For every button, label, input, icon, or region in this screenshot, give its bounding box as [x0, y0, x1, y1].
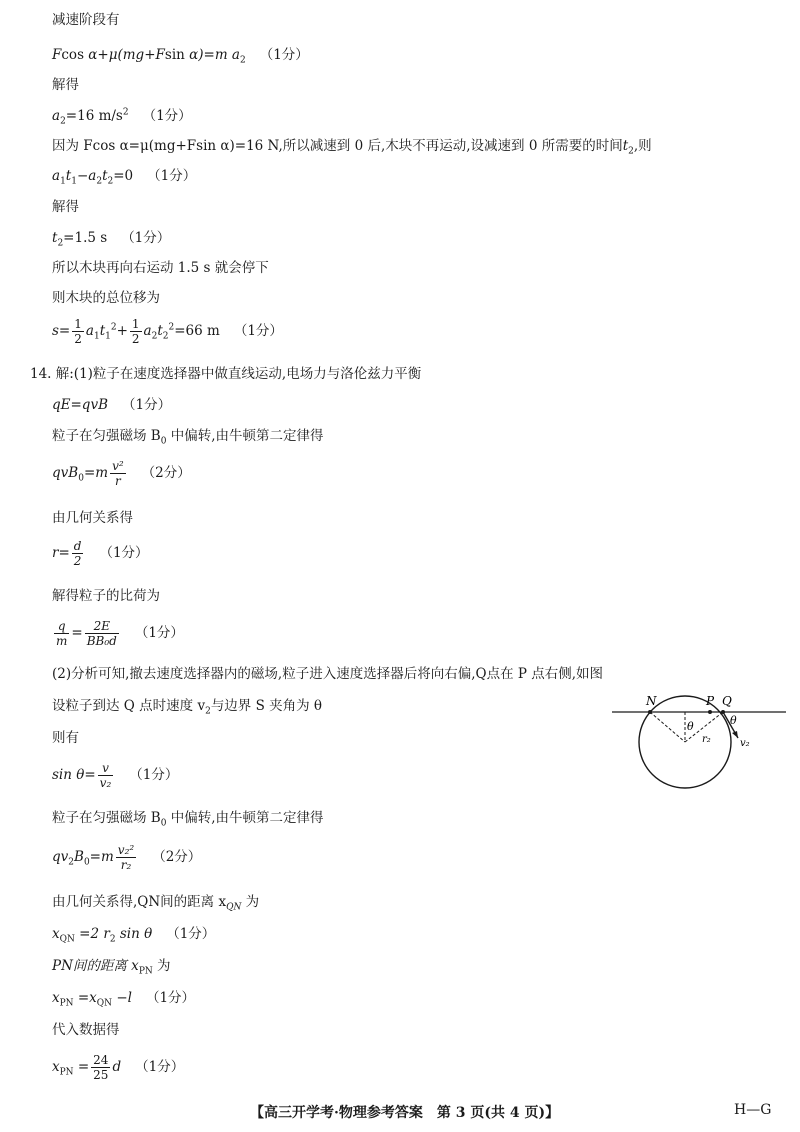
fraction: $\frac{v}{\text{v₂}}$ [99, 761, 112, 790]
text-line: 设粒子到达 Q 点时速度 $v_2$与边界 S 夹角为 θ [52, 698, 323, 717]
label-P: P [706, 694, 715, 708]
text-line: 解得 [52, 77, 79, 93]
equation-line: r= $\frac{d}{2}$ （1分） [52, 539, 149, 568]
equation-line: $x_{PN} =x_{QN} -l$ （1分） [52, 990, 196, 1009]
point-P [708, 710, 712, 714]
label-theta: θ [687, 720, 694, 733]
equation-line: $qv_2B_0=m$ $\frac{\text{v₂²}}{\text{r₂}}$ （2分） [52, 843, 202, 872]
equation-line: s= $\frac{1}{2}$ $a_1t_1^2+$ $\frac{1}{2}$ $a_2t_2^2=66$ m （1分） [52, 317, 283, 346]
equation-line: $a_2=16$ $m/s^2$ （1分） [52, 107, 192, 127]
label-v2: v₂ [740, 738, 750, 749]
text-line: 由几何关系得,QN间的距离 $x_{QN}$ 为 [52, 894, 260, 913]
label-Q: Q [722, 694, 732, 708]
fraction: $\frac{2E}{\text{BB₀d}}$ [86, 619, 117, 648]
text-line: 粒子在匀强磁场 $B_0$ 中偏转,由牛顿第二定律得 [52, 810, 324, 829]
text-line: 代入数据得 [52, 1022, 120, 1038]
fraction: $\frac{q}{m}$ [56, 619, 68, 648]
equation-line: qvB$_0$=m $\frac{\text{v²}}{r}$ （2分） [52, 459, 191, 488]
label-N: N [646, 694, 657, 708]
text-line: 解得 [52, 199, 79, 215]
equation-line: $t_2=1.5$ s （1分） [52, 230, 171, 249]
equation-line: $x_{PN}$ = $\frac{24}{25}$ d （1分） [52, 1053, 185, 1082]
text-line: 则有 [52, 730, 79, 746]
fraction: $\frac{1}{2}$ [74, 317, 82, 346]
footer-title: 【高三开学考·物理参考答案 第 3 页(共 4 页)】 [250, 1105, 560, 1121]
footer-code: H—G [734, 1102, 772, 1118]
radius-N [650, 712, 685, 742]
equation-line: $\frac{q}{m}$ = $\frac{2E}{\text{BB₀d}}$ （1分） [56, 619, 184, 648]
text-line: 所以木块再向右运动 1.5 s 就会停下 [52, 260, 269, 276]
label-r2: r₂ [702, 734, 711, 745]
equation-line: qE=qvB （1分） [52, 397, 172, 413]
label-theta: θ [730, 714, 737, 727]
text-line: 减速阶段有 [52, 12, 120, 28]
fraction: $\frac{d}{2}$ [73, 539, 82, 568]
fraction: $\frac{\text{v₂²}}{\text{r₂}}$ [117, 843, 135, 872]
text-line: 因为 Fcos α=μ(mg+Fsin α)=16 N,所以减速到 0 后,木块不再运动,设减速到 0 所需要的时间$t_2$,则 [52, 138, 652, 157]
text-line: 粒子在匀强磁场 $B_0$ 中偏转,由牛顿第二定律得 [52, 428, 324, 447]
equation-line: Fcos α+μ(mg+Fsin α)=m $a_2$ （1分） [52, 47, 309, 66]
text-line: 则木块的总位移为 [52, 290, 160, 306]
equation-line: $a_1t_1-a_2t_2=0$ （1分） [52, 168, 197, 187]
fraction: $\frac{24}{25}$ [93, 1053, 109, 1082]
text-line: 由几何关系得 [52, 510, 133, 526]
text-line: PN间的距离 $x_{PN}$ 为 [52, 958, 171, 977]
fraction: $\frac{1}{2}$ [131, 317, 140, 346]
text-line: 解得粒子的比荷为 [52, 588, 160, 604]
equation-line: sin θ= $\frac{v}{\text{v₂}}$ （1分） [52, 761, 179, 790]
trajectory-diagram [610, 690, 790, 800]
equation-line: $x_{QN} =2$ $r_2$ sin θ （1分） [52, 926, 216, 945]
fraction: $\frac{\text{v²}}{r}$ [112, 459, 124, 488]
text-line: (2)分析可知,撤去速度选择器内的磁场,粒子进入速度选择器后将向右偏,Q点在 P 点右侧,如图 [52, 666, 604, 682]
question-heading: 14. 解:(1)粒子在速度选择器中做直线运动,电场力与洛伦兹力平衡 [30, 366, 422, 382]
velocity-arrowhead [732, 731, 738, 738]
point-N [648, 710, 652, 714]
